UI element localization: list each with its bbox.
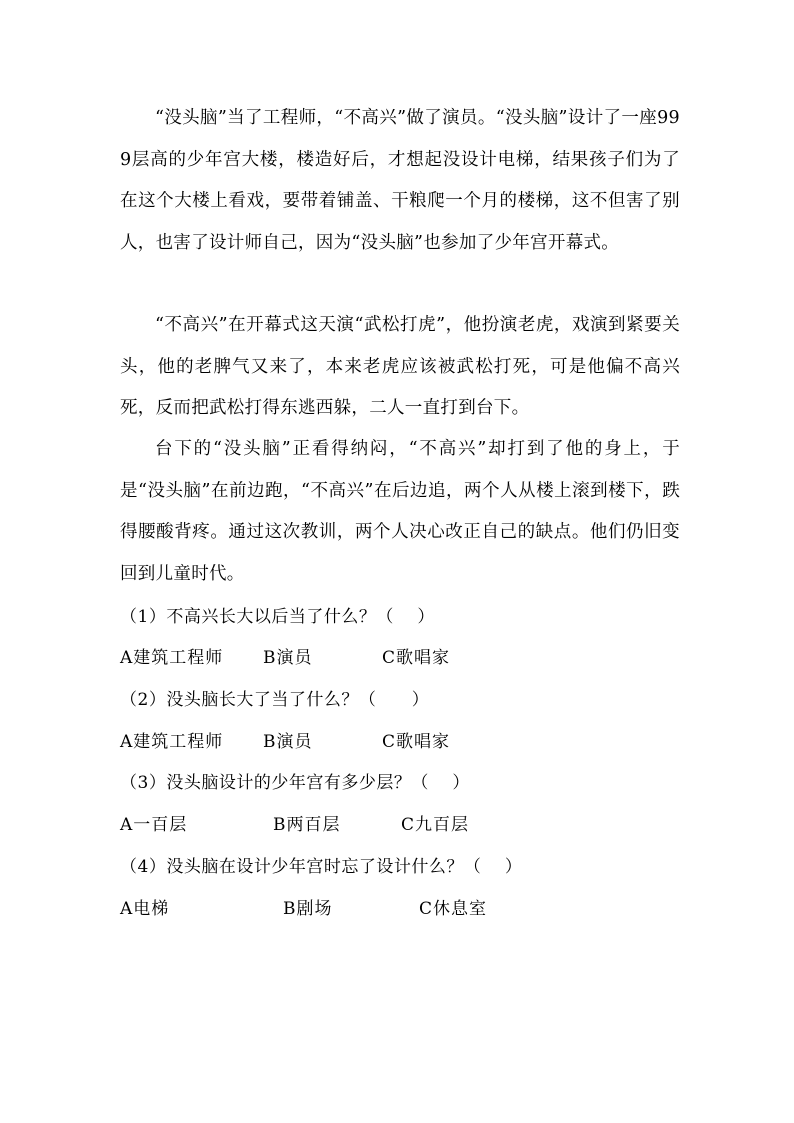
- option-c: C歌唱家: [382, 648, 451, 668]
- question-1: （1）不高兴长大以后当了什么？（ ）: [120, 607, 435, 627]
- option-b: B演员: [263, 648, 313, 668]
- option-a: A电梯: [120, 899, 170, 919]
- question-4: （4）没头脑在设计少年宫时忘了设计什么？（ ）: [120, 857, 523, 877]
- option-c: C休息室: [419, 899, 488, 919]
- passage-paragraph-2: “不高兴”在开幕式这天演“武松打虎”，他扮演老虎，戏演到紧要关头，他的老脾气又来了，本来老虎应该被武松打死，可是他偏不高兴死，反而把武松打得东逃西躲，二人一直打到台下。: [120, 315, 680, 418]
- option-c: C九百层: [401, 815, 470, 835]
- option-c: C歌唱家: [382, 732, 451, 752]
- question-2: （2）没头脑长大了当了什么？（ ）: [120, 690, 430, 710]
- question-2-options: [120, 730, 680, 754]
- question-1-options: [120, 646, 680, 670]
- question-4-options: [120, 897, 680, 921]
- option-a: A一百层: [120, 815, 188, 835]
- option-b: B剧场: [283, 899, 333, 919]
- question-3-options: [120, 813, 680, 837]
- passage-paragraph-1: “没头脑”当了工程师，“不高兴”做了演员。“没头脑”设计了一座999层高的少年宫大楼，楼造好后，才想起没设计电梯，结果孩子们为了在这个大楼上看戏，要带着铺盖、干粮爬一个月的楼梯，这不但害了别人，也害了设计师自己，因为“没头脑”也参加了少年宫开幕式。: [120, 108, 680, 253]
- option-a: A建筑工程师: [120, 648, 224, 668]
- option-b: B两百层: [273, 815, 341, 835]
- option-a: A建筑工程师: [120, 732, 224, 752]
- option-b: B演员: [263, 732, 313, 752]
- passage-paragraph-3: 台下的“没头脑”正看得纳闷，“不高兴”却打到了他的身上，于是“没头脑”在前边跑，“不高兴”在后边追，两个人从楼上滚到楼下，跌得腰酸背疼。通过这次教训，两个人决心改正自己的缺点。他们仍旧变回到儿童时代。: [120, 439, 680, 584]
- question-3: （3）没头脑设计的少年宫有多少层？（ ）: [120, 773, 470, 793]
